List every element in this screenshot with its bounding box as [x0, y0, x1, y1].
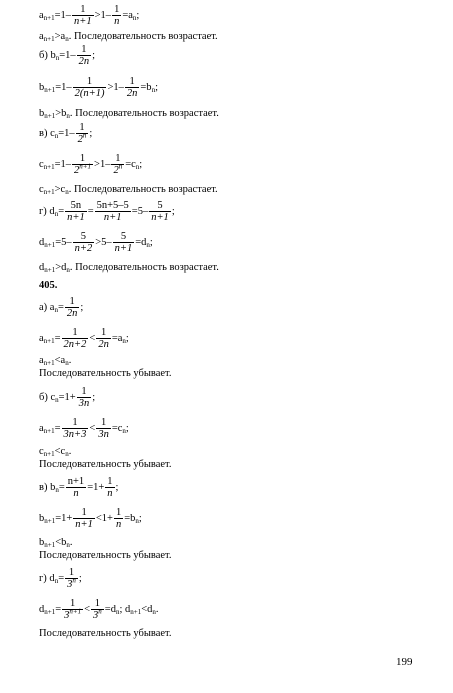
- statement-405a: Последовательность убывает.: [39, 368, 172, 379]
- formula-d-n: г) $d_n=$ $\frac{5n}{n+1}$ = $\frac{5n+5-5}{n+1}$ =5– $\frac{5}{n+1}$ ;: [39, 200, 175, 223]
- statement-405b: Последовательность убывает.: [39, 459, 172, 470]
- formula-405b-n: б) $c_n=1+$ $\frac{1}{3n}$ ;: [39, 386, 96, 409]
- relation-405b: $c_{n+1}<c_n$.: [39, 446, 72, 458]
- statement-c: $c_{n+1}>c_n$. Последовательность возрастает.: [39, 184, 218, 196]
- formula-b-n: б) $b_n=1-$ $\frac{1}{2n}$ ;: [39, 44, 96, 67]
- page-number: 199: [396, 656, 413, 668]
- task-number: 405.: [39, 280, 58, 291]
- formula-405v-n1: $b_{n+1}=1+$ $\frac{1}{n+1}$ <1+ $\frac{1}{n}$ $=b_n$;: [39, 507, 142, 530]
- statement-d: $d_{n+1}>d_n$. Последовательность возрастает.: [39, 262, 219, 274]
- formula-405g-n: г) $d_n=$ $\frac{1}{3^n}$ ;: [39, 567, 82, 590]
- relation-405v: $b_{n+1}<b_n$.: [39, 537, 73, 549]
- formula-b-n1: $b_{n+1}=1-$ $\frac{1}{2(n+1)}$ >1– $\frac{1}{2n}$ $=b_n$;: [39, 76, 158, 99]
- formula-405g-n1: $d_{n+1}=$ $\frac{1}{3^{n+1}}$ < $\frac{1}{3^n}$ $=d_n$; $d_{n+1}<d_n$.: [39, 598, 159, 621]
- relation-405a: $a_{n+1}<a_n$.: [39, 355, 72, 367]
- formula-a-n1: $a_{n+1}=1-$ $\frac{1}{n+1}$ >1– $\frac{1}{n}$ $=a_n$;: [39, 4, 140, 27]
- formula-405a-n: а) $a_n=$ $\frac{1}{2n}$ ;: [39, 296, 84, 319]
- formula-c-n: в) $c_n=1-$ $\frac{1}{2^n}$ ;: [39, 122, 93, 145]
- statement-405g: Последовательность убывает.: [39, 628, 172, 639]
- formula-c-n1: $c_{n+1}=1-$ $\frac{1}{2^{n+1}}$ >1– $\frac{1}{2^n}$ $=c_n$;: [39, 153, 143, 176]
- formula-405b-n1: $a_{n+1}=$ $\frac{1}{3n+3}$ < $\frac{1}{3n}$ $=c_n$;: [39, 417, 129, 440]
- formula-405a-n1: $a_{n+1}=$ $\frac{1}{2n+2}$ < $\frac{1}{2n}$ $=a_n$;: [39, 327, 129, 350]
- statement-a: $a_{n+1}>a_n$. Последовательность возрастает.: [39, 31, 218, 43]
- formula-405v-n: в) $b_n=$ $\frac{n+1}{n}$ =1+ $\frac{1}{n}$ ;: [39, 476, 119, 499]
- statement-b: $b_{n+1}>b_n$. Последовательность возрастает.: [39, 108, 219, 120]
- formula-d-n1: $d_{n+1}=5-$ $\frac{5}{n+2}$ >5– $\frac{5}{n+1}$ $=d_n$;: [39, 231, 153, 254]
- statement-405v: Последовательность убывает.: [39, 550, 172, 561]
